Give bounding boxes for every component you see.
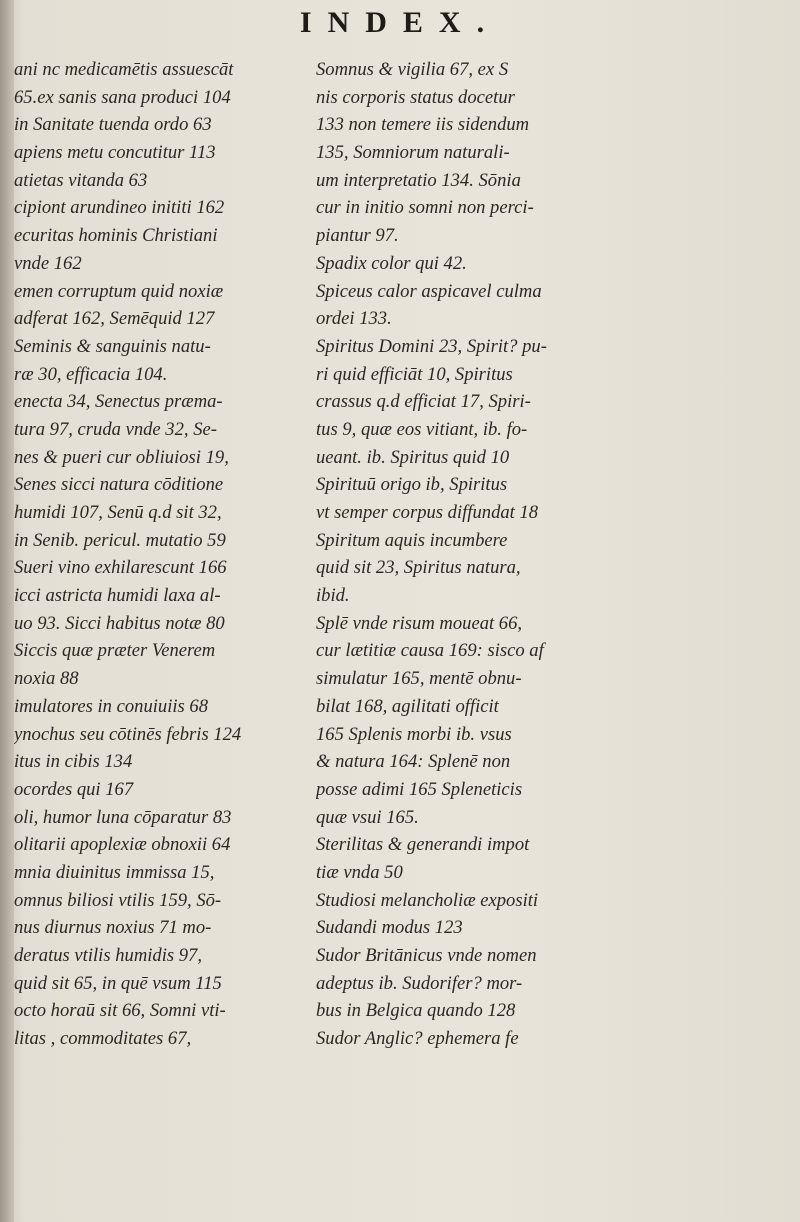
index-entry-line: mnia diuinitus immissa 15, <box>14 861 215 883</box>
index-entry-line: adferat 162, Semēquid 127 <box>14 308 215 330</box>
index-entry-line: & natura 164: Splenē non <box>316 751 511 773</box>
index-entry-line: vnde 162 <box>14 252 82 274</box>
index-entry-line: piantur 97. <box>316 225 399 247</box>
index-entry-line: ordei 133. <box>316 308 392 330</box>
index-entry-line: nes & pueri cur obliuiosi 19, <box>14 446 229 468</box>
index-entry-line: tiæ vnda 50 <box>316 861 403 883</box>
index-entry-line: Sueri vino exhilarescunt 166 <box>14 557 227 579</box>
index-entry-line: Senes sicci natura cōditione <box>14 474 224 496</box>
index-entry-line: quid sit 65, in quē vsum 115 <box>14 972 222 994</box>
index-entry-line: omnus biliosi vtilis 159, Sō- <box>14 889 222 911</box>
index-entry-line: 65.ex sanis sana produci 104 <box>14 86 231 108</box>
index-entry-line: Somnus & vigilia 67, ex S <box>316 59 509 80</box>
index-entry-line: ocordes qui 167 <box>14 778 134 800</box>
index-entry-line: oli, humor luna cōparatur 83 <box>14 806 232 828</box>
index-entry-line: um interpretatio 134. Sōnia <box>316 169 521 191</box>
index-entry-line: olitarii apoplexiæ obnoxii 64 <box>14 834 231 856</box>
index-entry-line: ecuritas hominis Christiani <box>14 225 218 247</box>
index-entry-line: imulatores in conuiuiis 68 <box>14 695 209 717</box>
index-entry-line: cipiont arundineo inititi 162 <box>14 197 225 219</box>
index-entry-line: itus in cibis 134 <box>14 751 133 773</box>
index-entry-line: ræ 30, efficacia 104. <box>14 363 168 385</box>
index-entry-line: tura 97, cruda vnde 32, Se- <box>14 418 217 440</box>
index-entry-line: Siccis quæ præter Venerem <box>14 640 216 662</box>
index-entry-line: enecta 34, Senectus præma- <box>14 391 223 413</box>
index-entry-line: Spiceus calor aspicavel culma <box>316 280 542 302</box>
index-entry-line: Splē vnde risum moueat 66, <box>316 612 523 634</box>
index-entry-line: icci astricta humidi laxa al- <box>14 585 221 607</box>
index-entry-line: Sudor Britānicus vnde nomen <box>316 945 537 966</box>
index-entry-line: ibid. <box>316 585 350 607</box>
index-entry-line: quid sit 23, Spiritus natura, <box>316 557 521 579</box>
bottom-margin <box>0 980 800 1222</box>
index-entry-line: posse adimi 165 Spleneticis <box>316 778 523 800</box>
index-entry-line: Spadix color qui 42. <box>316 252 467 274</box>
page-header: INDEX. <box>299 6 501 39</box>
index-entry-line: ynochus seu cōtinēs febris 124 <box>14 723 242 745</box>
index-entry-line: cur lætitiæ causa 169: sisco af <box>316 640 544 662</box>
index-entry-line: Sterilitas & generandi impot <box>316 834 530 856</box>
index-entry-line: bilat 168, agilitati officit <box>316 695 499 717</box>
index-entry-line: ueant. ib. Spiritus quid 10 <box>316 446 510 468</box>
index-entry-line: atietas vitanda 63 <box>14 169 148 191</box>
index-entry-line: crassus q.d efficiat 17, Spiri- <box>316 391 531 413</box>
index-entry-line: 165 Splenis morbi ib. vsus <box>316 723 512 745</box>
index-entry-line: tus 9, quæ eos vitiant, ib. fo- <box>316 418 528 440</box>
index-entry-line: emen corruptum quid noxiæ <box>14 280 224 302</box>
index-entry-line: bus in Belgica quando 128 <box>316 1000 516 1022</box>
index-column-left <box>14 56 314 1053</box>
index-entry-line: ani nc medicamētis assuescāt <box>14 59 234 80</box>
index-entry-line: simulatur 165, mentē obnu- <box>316 668 522 690</box>
index-entry-line: Spirituū origo ib, Spiritus <box>316 474 508 496</box>
index-entry-line: octo horaū sit 66, Somni vti- <box>14 1000 226 1022</box>
index-entry-line: uo 93. Sicci habitus notæ 80 <box>14 612 225 634</box>
index-entry-line: ri quid efficiāt 10, Spiritus <box>316 363 513 385</box>
index-entry-line: nus diurnus noxius 71 mo- <box>14 917 212 939</box>
index-entry-line: vt semper corpus diffundat 18 <box>316 502 539 523</box>
index-entry-line: 133 non temere iis sidendum <box>316 114 530 136</box>
index-entry-line: Spiritus Domini 23, Spirit? pu- <box>316 335 547 357</box>
index-entry-line: Spiritum aquis incumbere <box>316 529 508 551</box>
index-entry-line: cur in initio somni non perci- <box>316 197 534 219</box>
index-entry-line: litas , commoditates 67, <box>14 1028 192 1050</box>
index-entry-line: 135, Somniorum naturali- <box>316 142 510 164</box>
index-entry-line: humidi 107, Senū q.d sit 32, <box>14 502 222 523</box>
index-entry-line: nis corporis status docetur <box>316 86 515 108</box>
index-entry-line: Sudor Anglic? ephemera fe <box>316 1028 519 1050</box>
index-entry-line: deratus vtilis humidis 97, <box>14 945 203 966</box>
index-entry-line: apiens metu concutitur 113 <box>14 142 216 164</box>
index-entry-line: Seminis & sanguinis natu- <box>14 335 211 357</box>
index-entry-line: Sudandi modus 123 <box>316 917 463 939</box>
index-entry-line: adeptus ib. Sudorifer? mor- <box>316 972 523 994</box>
index-column-right <box>316 56 608 1053</box>
index-entry-line: in Senib. pericul. mutatio 59 <box>14 529 226 551</box>
index-entry-line: in Sanitate tuenda ordo 63 <box>14 114 212 136</box>
index-entry-line: noxia 88 <box>14 668 79 690</box>
index-entry-line: Studiosi melancholiæ expositi <box>316 889 539 911</box>
index-entry-line: quæ vsui 165. <box>316 806 419 828</box>
